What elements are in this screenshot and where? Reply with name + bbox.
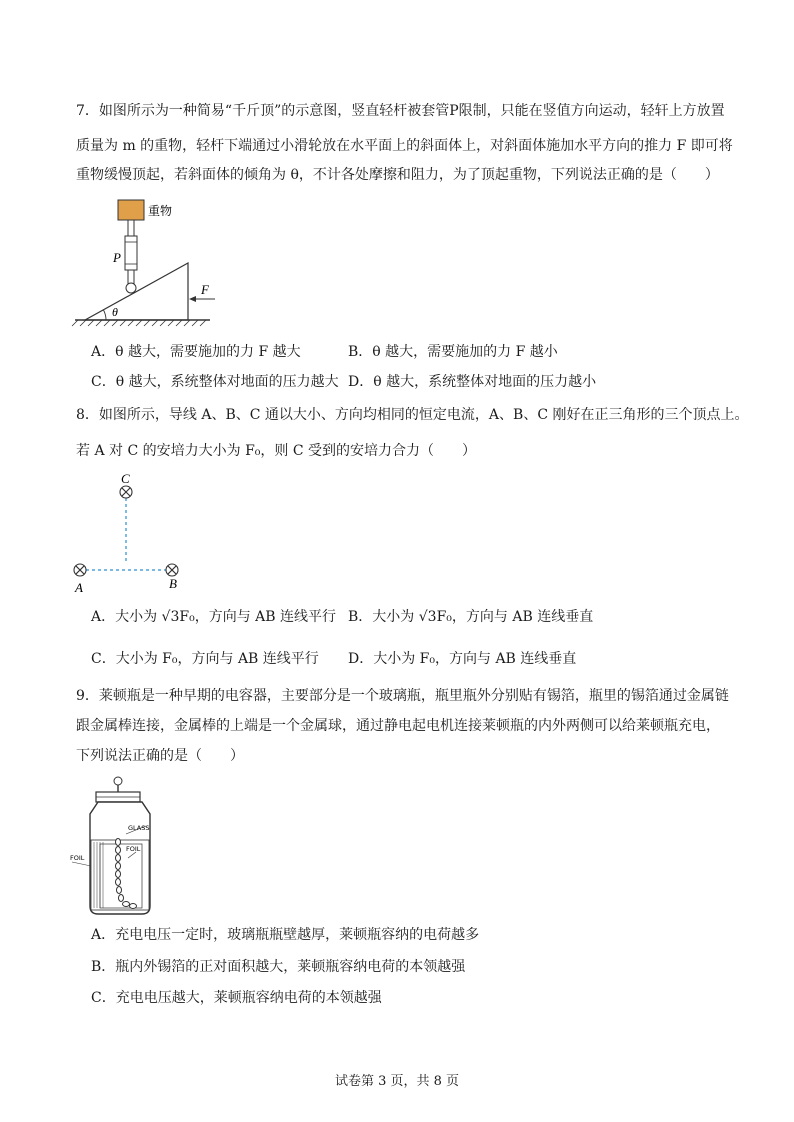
weight-block	[118, 200, 144, 220]
q9-option-b[interactable]: B．瓶内外锡箔的正对面积越大，莱顿瓶容纳电荷的本领越强	[91, 959, 466, 975]
q9-option-c[interactable]: C．充电电压越大，莱顿瓶容纳电荷的本领越强	[91, 990, 382, 1006]
q8-option-d[interactable]: D．大小为 F₀，方向与 AB 连线垂直	[348, 651, 577, 667]
label-p: P	[113, 250, 121, 265]
label-b: B	[169, 576, 177, 591]
q7-stem-line2: 质量为 m 的重物，轻杆下端通过小滑轮放在水平面上的斜面体上，对斜面体施加水平方向的推力 F 即可将	[76, 138, 733, 154]
q7-stem-line1: 7．如图所示为一种简易“千斤顶”的示意图，竖直轻杆被套管P限制，只能在竖值方向运动，轻轩上方放置	[76, 103, 725, 119]
q7-option-a[interactable]: A．θ 越大，需要施加的力 F 越大	[91, 344, 301, 360]
small-pulley	[126, 283, 136, 293]
q9-stem-line1: 9．莱顿瓶是一种早期的电容器，主要部分是一个玻璃瓶，瓶里瓶外分别贴有锡箔，瓶里的锡箔通过金属链	[76, 688, 729, 704]
q8-option-c[interactable]: C．大小为 F₀，方向与 AB 连线平行	[91, 651, 319, 667]
q8-stem-line2: 若 A 对 C 的安培力大小为 F₀，则 C 受到的安培力合力（ ）	[76, 443, 477, 459]
q9-leyden-jar-diagram	[70, 774, 180, 919]
wire-b-symbol	[166, 564, 178, 576]
q7-jack-diagram	[70, 195, 230, 330]
q9-stem-line3: 下列说法正确的是（ ）	[76, 748, 244, 764]
q8-option-a[interactable]: A．大小为 √3F₀，方向与 AB 连线平行	[91, 609, 337, 625]
q9-option-a[interactable]: A．充电电压一定时，玻璃瓶瓶壁越厚，莱顿瓶容纳的电荷越多	[91, 927, 480, 943]
sleeve-p	[125, 236, 137, 270]
label-glass: GLASS	[128, 824, 150, 832]
q8-option-b[interactable]: B．大小为 √3F₀，方向与 AB 连线垂直	[348, 609, 594, 625]
label-f: F	[201, 282, 209, 297]
wire-c-symbol	[120, 486, 132, 498]
label-foil-inner: FOIL	[126, 845, 141, 853]
label-c: C	[121, 471, 130, 486]
incline-block	[85, 263, 188, 320]
label-a: A	[75, 580, 83, 595]
label-foil-outer: FOIL	[70, 854, 85, 862]
weight-label: 重物	[148, 204, 173, 218]
page-footer: 试卷第 3 页，共 8 页	[334, 1074, 460, 1089]
wire-a-symbol	[74, 564, 86, 576]
label-theta: θ	[112, 305, 118, 319]
q8-stem-line1: 8．如图所示，导线 A、B、C 通以大小、方向均相同的恒定电流，A、B、C 刚好在正三角形的三个顶点上。	[76, 407, 749, 423]
q7-option-d[interactable]: D．θ 越大，系统整体对地面的压力越小	[348, 374, 597, 390]
q7-option-b[interactable]: B．θ 越大，需要施加的力 F 越小	[348, 344, 558, 360]
q8-wires-diagram	[68, 470, 198, 595]
q9-stem-line2: 跟金属棒连接，金属棒的上端是一个金属球，通过静电起电机连接莱顿瓶的内外两侧可以给莱顿瓶充电，	[76, 718, 720, 734]
q7-option-c[interactable]: C．θ 越大，系统整体对地面的压力越大	[91, 374, 339, 390]
metal-ball	[114, 777, 122, 785]
q7-stem-line3: 重物缓慢顶起，若斜面体的倾角为 θ，不计各处摩擦和阻力，为了顶起重物，下列说法正确的是（ ）	[76, 167, 719, 183]
